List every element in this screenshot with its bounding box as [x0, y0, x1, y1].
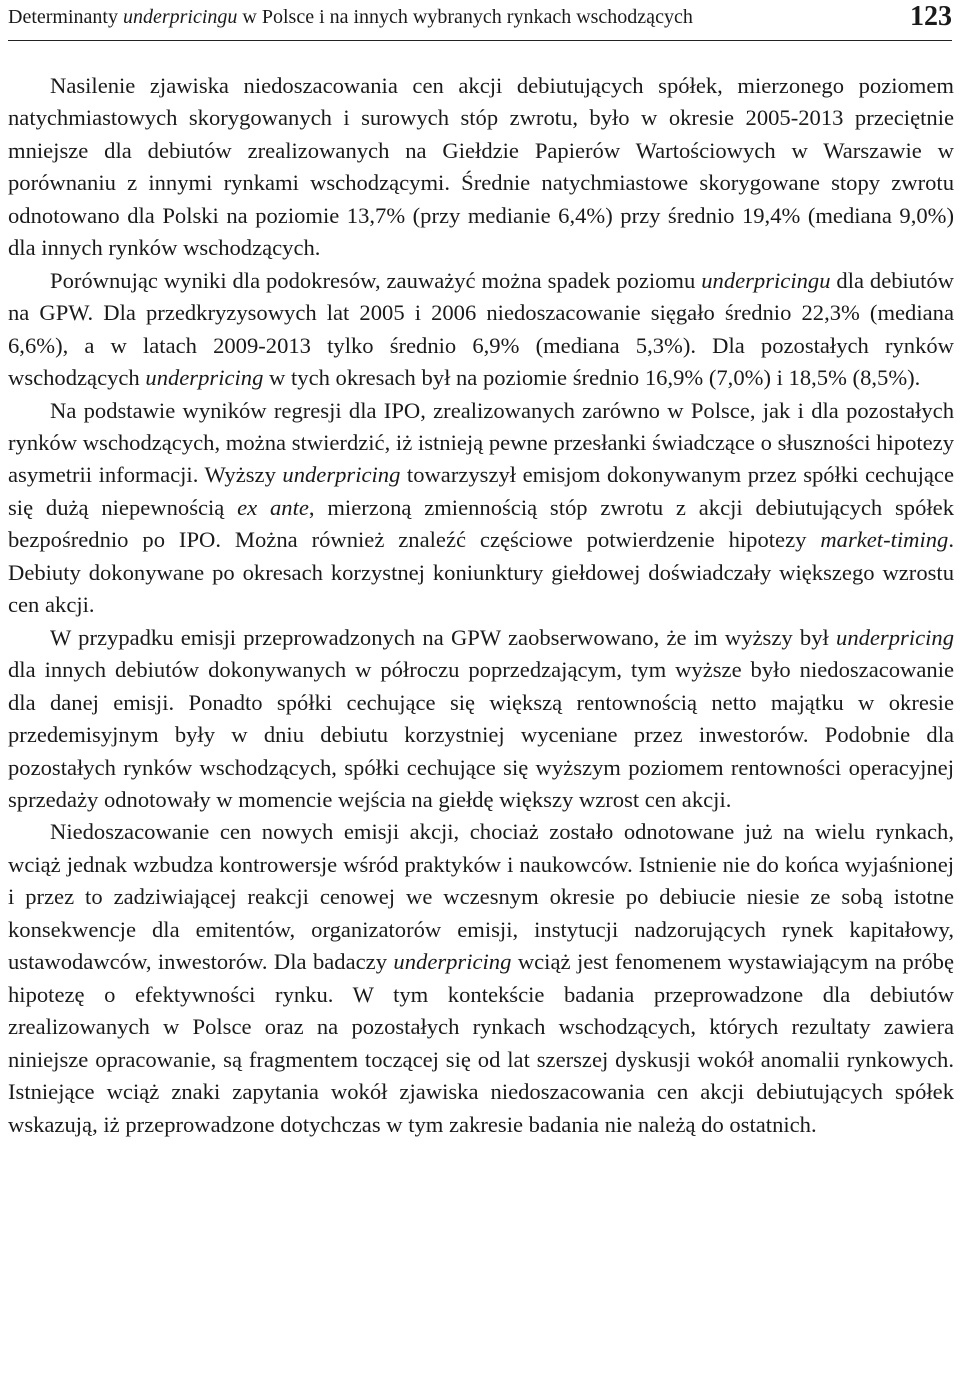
text-run: dla debiutów na GPW. Dla przedkryzysowych lat 2005 i 2006 niedoszacowanie sięgało średnio 22,3% (mediana 6,6%), a w latach 2009-2013 tylko średnio 6,9% (mediana 5,3%). Dla pozostałych rynków wschodzących: [8, 267, 954, 391]
paragraph-5: [8, 816, 954, 1141]
italic-term: underpricingu: [701, 267, 831, 293]
italic-term: underpricing: [145, 365, 264, 391]
italic-term: underpricing: [393, 949, 512, 975]
text-run: W przypadku emisji przeprowadzonych na GPW zaobserwowano, że im wyższy był: [50, 624, 837, 650]
header-title: [8, 5, 693, 29]
text-run: w tych okresach był na poziomie średnio 16,9% (7,0%) i 18,5% (8,5%).: [263, 365, 921, 391]
paragraph-2: [8, 265, 954, 395]
text-run: Porównując wyniki dla podokresów, zauważyć można spadek poziomu: [50, 267, 702, 293]
paragraph-1: [8, 70, 954, 265]
text-run: wciąż jest fenomenem wystawiającym na próbę hipotezę o efektywności rynku. W tym kontekście badania przeprowadzone dla debiutów zrealizowanych w Polsce oraz na pozostałych rynkach wschodzących, których rezultaty zawiera niniejsze opracowanie, są fragmentem toczącej się od lat szerszej dyskusji wokół anomalii rynkowych. Istniejące wciąż znaki zapytania wokół zjawiska niedoszacowania cen akcji debiutujących spółek wskazują, iż przeprowadzone dotychczas w tym zakresie badania nie należą do ostatnich.: [8, 949, 954, 1137]
text-run: Niedoszacowanie cen nowych emisji akcji, chociaż zostało odnotowane już na wielu rynkach, wciąż jednak wzbudza kontrowersje wśród praktyków i naukowców. Istnienie nie do końca wyjaśnionej i przez to zadziwiającej reakcji cenowej we wczesnym okresie po debiucie niesie ze sobą istotne konsekwencje dla emitentów, organizatorów emisji, instytucji nadzorujących rynek kapitałowy, ustawodawców, inwestorów. Dla badaczy: [8, 819, 954, 975]
text-run: dla innych debiutów dokonywanych w półroczu poprzedzającym, tym wyższe było niedoszacowanie dla danej emisji. Ponadto spółki cechujące się większą rentownością netto majątku w okresie przedemisyjnym były w dniu debiutu korzystniej wyceniane przez inwestorów. Podobnie dla pozostałych rynków wschodzących, spółki cechujące się wyższym poziomem rentowności operacyjnej sprzedaży odnotowały w momencie wejścia na giełdę większy wzrost cen akcji.: [8, 657, 954, 812]
text-run: Na podstawie wyników regresji dla IPO, zrealizowanych zarówno w Polsce, jak i dla pozostałych rynków wschodzących, można stwierdzić, iż istnieją pewne przesłanki świadczące o słuszności hipotezy asymetrii informacji. Wyższy: [8, 397, 954, 488]
italic-term: market-timing: [820, 527, 949, 553]
running-header: [8, 0, 952, 41]
paragraph-3: [8, 395, 954, 622]
italic-term: underpricing: [836, 624, 954, 650]
text-run: Nasilenie zjawiska niedoszacowania cen akcji debiutujących spółek, mierzonego poziomem natychmiastowych skorygowanych i surowych stóp zwrotu, było w okresie 2005-2013 przeciętnie mniejsze dla debiutów zrealizowanych na Giełdzie Papierów Wartościowych w Warszawie w porównaniu z innymi rynkami wschodzącymi. Średnie natychmiastowe skorygowane stopy zwrotu odnotowano dla Polski na poziomie 13,7% (przy medianie 6,4%) przy średnio 19,4% (mediana 9,0%) dla innych rynków wschodzących.: [8, 73, 954, 261]
header-title-part: w Polsce i na innych wybranych rynkach wschodzących: [237, 6, 693, 28]
text-run: towarzyszył emisjom dokonywanym przez spółki cechujące się dużą niepewnością: [8, 462, 954, 520]
text-run: , mierzoną zmiennością stóp zwrotu z akcji debiutujących spółek bezpośrednio po IPO. Można również znaleźć częściowe potwierdzenie hipotezy: [8, 494, 954, 553]
italic-term: underpricing: [282, 462, 401, 488]
paragraph-4: [8, 622, 954, 817]
header-title-emphasis: underpricingu: [122, 6, 238, 28]
body-text: [8, 70, 954, 1141]
italic-term: ex ante: [237, 494, 309, 520]
header-title-part: Determinanty: [8, 6, 123, 28]
text-run: . Debiuty dokonywane po okresach korzystnej koniunktury giełdowej doświadczały większego wzrostu cen akcji.: [8, 527, 954, 618]
page-number: 123: [910, 1, 952, 32]
